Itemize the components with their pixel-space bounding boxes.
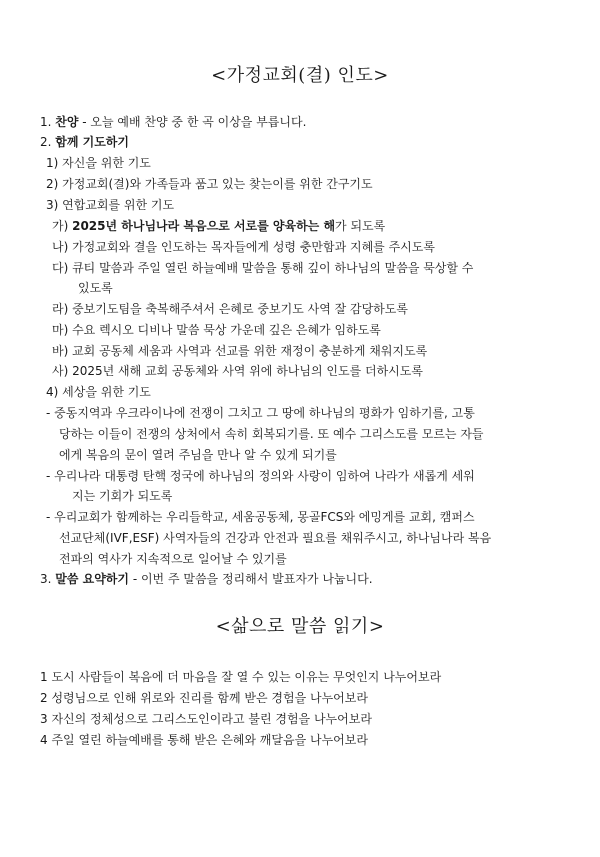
- item-text: - 이번 주 말씀을 정리해서 발표자가 나눕니다.: [129, 572, 373, 586]
- world-prayer-1-line1: - 중동지역과 우크라이나에 전쟁이 그치고 그 땅에 하나님의 평화가 임하기를, 고통: [46, 406, 475, 420]
- prayer-item-bold-theme: 2025년 하나님나라 복음으로 서로를 양육하는 해: [72, 219, 336, 233]
- world-prayer-1-line2: 당하는 이들이 전쟁의 상처에서 속히 회복되기를. 또 예수 그리스도를 모르는 자들: [59, 427, 484, 441]
- world-prayer-2-line2: 지는 기회가 되도록: [72, 489, 173, 503]
- item-praise: [40, 113, 306, 131]
- world-prayer-1-line3: 에게 복음의 문이 열려 주님을 만나 알 수 있게 되기를: [59, 448, 337, 462]
- item-heading-sermon-summary: 말씀 요약하기: [55, 572, 129, 586]
- question-4: 4 주일 열린 하늘예배를 통해 받은 은혜와 깨달음을 나누어보라: [40, 733, 368, 747]
- item-text: - 오늘 예배 찬양 중 한 곡 이상을 부릅니다.: [78, 115, 307, 129]
- item-sermon-summary: [40, 570, 373, 588]
- world-prayer-3-line2: 선교단체(IVF,ESF) 사역자들의 건강과 안전과 필요를 채워주시고, 하나님나라 복음: [59, 531, 492, 545]
- item-number: 3.: [40, 572, 56, 586]
- item-pray-together: [40, 133, 129, 151]
- world-prayer-2-line1: - 우리나라 대통령 탄핵 정국에 하나님의 정의와 사랑이 임하여 나라가 새롭게 세워: [46, 469, 475, 483]
- prayer-item-ma: 마) 수요 렉시오 디비나 말씀 묵상 가운데 깊은 은혜가 임하도록: [52, 323, 381, 337]
- item-number: 1.: [40, 115, 56, 129]
- prayer-item-ga: [52, 217, 385, 235]
- prayer-item-ba: 바) 교회 공동체 세움과 사역과 선교를 위한 재정이 충분하게 채워지도록: [52, 344, 428, 358]
- section-title-leading-house-church: <가정교회(결) 인도>: [211, 65, 389, 86]
- item-heading-praise: 찬양: [55, 115, 79, 129]
- prayer-item-suffix: 가 되도록: [335, 219, 386, 233]
- item-number: 2.: [40, 135, 56, 149]
- prayer-sub-world: 4) 세상을 위한 기도: [46, 385, 151, 399]
- prayer-item-da-line2: 있도록: [78, 281, 113, 295]
- prayer-item-ra: 라) 중보기도팀을 축복해주셔서 은혜로 중보기도 사역 잘 감당하도록: [52, 302, 408, 316]
- section-title-reading-word-with-life: <삶으로 말씀 읽기>: [215, 616, 385, 637]
- world-prayer-3-line1: - 우리교회가 함께하는 우리들학교, 세움공동체, 몽골FCS와 에밍게를 교회, 캠퍼스: [46, 510, 475, 524]
- prayer-sub-united-church: 3) 연합교회를 위한 기도: [46, 198, 175, 212]
- prayer-item-prefix: 가): [52, 219, 73, 233]
- question-1: 1 도시 사람들이 복음에 더 마음을 잘 열 수 있는 이유는 무엇인지 나누어보라: [40, 670, 442, 684]
- item-heading-pray-together: 함께 기도하기: [55, 135, 129, 149]
- prayer-sub-family: 2) 가정교회(결)와 가족들과 품고 있는 찾는이를 위한 간구기도: [46, 177, 373, 191]
- prayer-item-da-line1: 다) 큐티 말씀과 주일 열린 하늘예배 말씀을 통해 깊이 하나님의 말씀을 묵상할 수: [52, 261, 474, 275]
- question-3: 3 자신의 정체성으로 그리스도인이라고 불린 경험을 나누어보라: [40, 712, 372, 726]
- prayer-item-sa: 사) 2025년 새해 교회 공동체와 사역 위에 하나님의 인도를 더하시도록: [52, 364, 423, 378]
- world-prayer-3-line3: 전파의 역사가 지속적으로 일어날 수 있기를: [59, 552, 287, 566]
- prayer-sub-self: 1) 자신을 위한 기도: [46, 156, 151, 170]
- prayer-item-na: 나) 가정교회와 결을 인도하는 목자들에게 성령 충만함과 지혜를 주시도록: [52, 240, 435, 254]
- question-2: 2 성령님으로 인해 위로와 진리를 함께 받은 경험을 나누어보라: [40, 691, 368, 705]
